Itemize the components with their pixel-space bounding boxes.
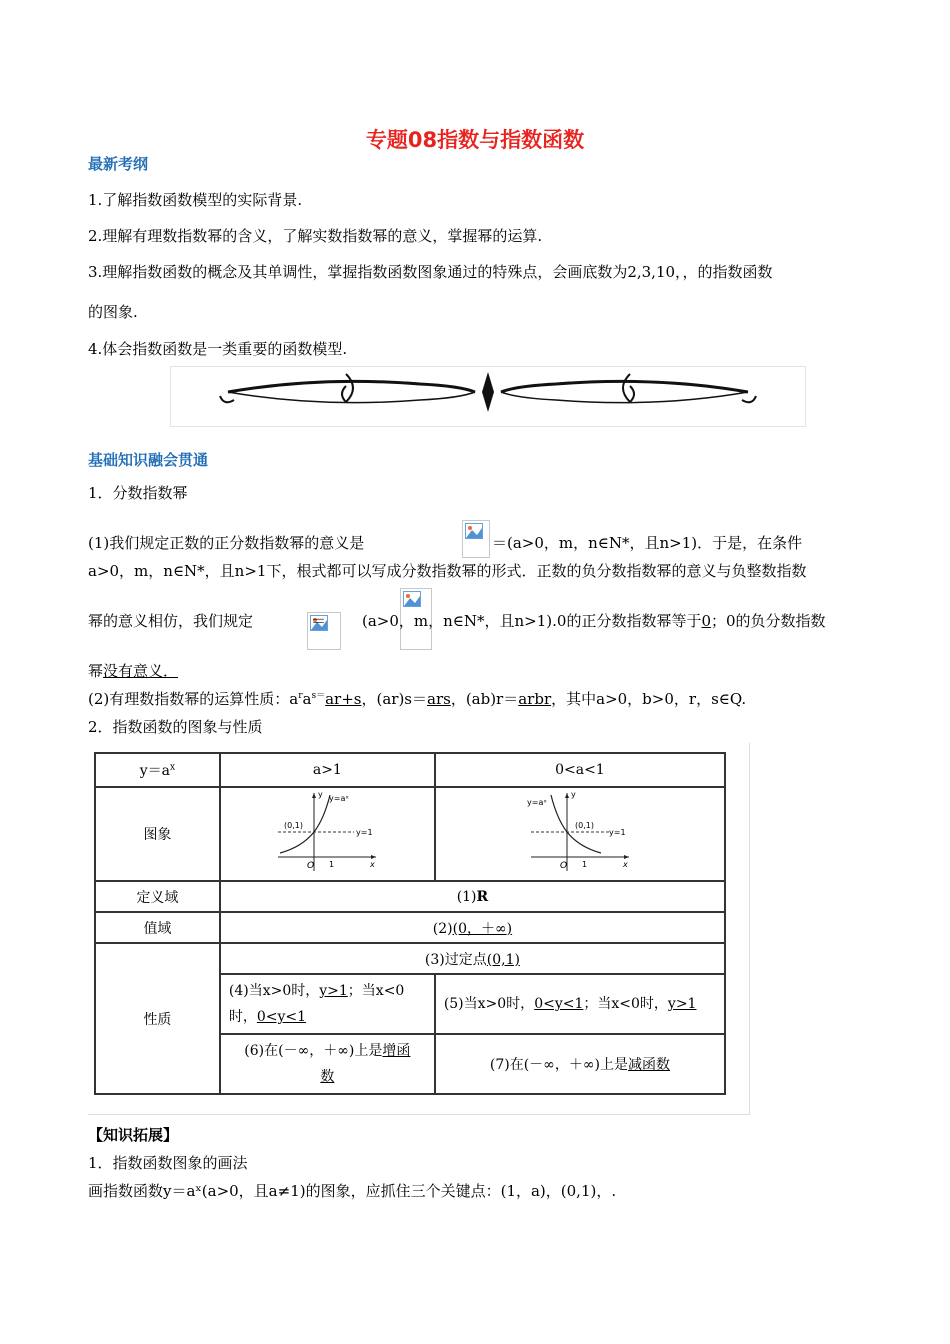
exp-function-table (94, 752, 726, 1095)
table-row-graph-label: 图象 (95, 787, 220, 881)
graph-left-y-label: y (318, 790, 324, 799)
range-value-cell (220, 912, 725, 943)
graph-left-point-label: (0,1) (284, 821, 304, 830)
graph-right-origin: O (559, 861, 567, 871)
graph-left-x-label: x (370, 860, 376, 869)
outline-item-3-cont: 的图象. (88, 303, 138, 321)
table-row-domain-label: 定义域 (95, 881, 220, 912)
graph-left-line-label: y=1 (356, 828, 373, 837)
prop3-point: (0,1) (486, 951, 520, 968)
prop3-text: (3)过定点 (424, 951, 487, 968)
para2-prefix: (2)有理数指数幂的运算性质：a (88, 690, 299, 708)
graph-right-y-label: y (570, 790, 576, 799)
para2-mid2: ，(ab)r＝ (450, 690, 519, 708)
table-row-range-label: 值域 (95, 912, 220, 943)
domain-value: R (476, 888, 489, 905)
prop4-cell (220, 974, 435, 1034)
graph-left-curve-label: y=aˣ (329, 794, 350, 803)
rule-power-answer: ars (427, 690, 451, 708)
graph-left-one: 1 (329, 860, 335, 869)
para2-eq: s＝ (311, 691, 326, 701)
para2-a: a (302, 690, 312, 708)
graph-left-origin: O (307, 861, 315, 871)
prop5-text-b: ；当x<0时， (583, 996, 668, 1012)
extension-heading: 【知识拓展】 (88, 1126, 179, 1144)
range-value: (0，＋∞) (452, 920, 513, 937)
graph-right-one: 1 (581, 860, 587, 869)
para1-line3 (362, 610, 826, 631)
range-prefix: (2) (432, 920, 453, 937)
negative-power-answer: 没有意义． (103, 662, 179, 680)
extension-sub1: 1．指数函数图象的画法 (88, 1154, 248, 1172)
graph-decreasing-cell (435, 787, 725, 881)
prop4-answer-2: 0<y<1 (256, 1009, 307, 1025)
para2-mid1: ，(ar)s＝ (361, 690, 427, 708)
graph-right-point-label: (0,1) (574, 821, 594, 830)
para1-text-g: ；0的负分数指数 (711, 612, 826, 630)
graph-right-curve-label: y=aˣ (526, 798, 547, 807)
prop6-text: (6)在(－∞，＋∞)上是 (244, 1043, 383, 1059)
prop5-cell (435, 974, 725, 1034)
prop4-text-b: ；当x<0 (347, 983, 405, 999)
para2-sup: r (298, 691, 303, 701)
prop5-answer-1: 0<y<1 (534, 996, 584, 1012)
table-header-function (95, 753, 220, 787)
outline-item-3: 3.理解指数函数的概念及其单调性，掌握指数函数图象通过的特殊点，会画底数为2,3,10，，的指数函数 (88, 263, 773, 281)
table-header-a-lt-1: 0<a<1 (435, 753, 725, 787)
prop7-answer: 减函数 (627, 1057, 670, 1073)
outline-item-4: 4.体会指数函数是一类重要的函数模型. (88, 340, 348, 358)
para1-line1 (88, 532, 364, 553)
graph-decreasing (525, 789, 635, 875)
para2-tail: ，其中a>0，b>0，r，s∈Q. (551, 690, 747, 708)
para1-text-b: ＝(a>0，m，n∈N*，且n>1)．于是，在条件 (492, 534, 803, 552)
para1-text-h: 幂 (88, 662, 104, 680)
prop5-answer-2: y>1 (667, 996, 697, 1012)
domain-prefix: (1) (456, 888, 477, 905)
outline-item-2: 2.理解有理数指数幂的含义，了解实数指数幂的意义，掌握幂的运算. (88, 227, 543, 245)
para1-text-f: (a>0，m，n∈N*，且n>1).0的正分数指数幂等于 (362, 612, 702, 630)
prop6-cell (220, 1034, 435, 1094)
subsection-exp-function: 2．指数函数的图象与性质 (88, 718, 263, 736)
domain-value-cell (220, 881, 725, 912)
outline-item-1: 1.了解指数函数模型的实际背景. (88, 191, 303, 209)
para2-line (88, 688, 746, 709)
graph-increasing (272, 789, 382, 875)
table-header-a-gt-1: a>1 (220, 753, 435, 787)
prop4-text-c: 时， (228, 1009, 257, 1025)
para1-text-d: 幂的意义相仿，我们规定 (88, 612, 254, 630)
basics-heading: 基础知识融会贯通 (88, 451, 209, 469)
header-func-sup: x (170, 762, 176, 773)
graph-right-line-label: y=1 (608, 828, 626, 837)
graph-increasing-cell (220, 787, 435, 881)
prop4-answer-1: y>1 (319, 983, 348, 999)
rule-product-base-answer: arbr (518, 690, 552, 708)
ornament-divider-icon (170, 366, 806, 428)
prop3-cell (220, 943, 725, 974)
para1-text-e: ＝ (311, 612, 327, 630)
header-func-text: y＝a (139, 763, 171, 779)
prop4-text-a: (4)当x>0时， (228, 983, 320, 999)
para1-text-a: (1)我们规定正数的正分数指数幂的意义是 (88, 534, 365, 552)
rule-product-answer: ar+s (325, 690, 362, 708)
zero-power-answer: 0 (701, 612, 712, 630)
prop5-text-a: (5)当x>0时， (443, 996, 535, 1012)
prop7-text: (7)在(－∞，＋∞)上是 (489, 1057, 628, 1073)
prop6-answer-2: 数 (320, 1069, 335, 1085)
para1-line2: a>0，m，n∈N*，且n>1下，根式都可以写成分数指数幂的形式．正数的负分数指数幂的意义与负整数指数 (88, 562, 807, 580)
subsection-fractional-powers: 1．分数指数幂 (88, 484, 188, 502)
formula-image-icon (462, 520, 490, 558)
extension-line1: 画指数函数y＝aˣ(a>0，且a≠1)的图象，应抓住三个关键点：(1，a)，(0,1)，. (88, 1182, 617, 1200)
outline-heading: 最新考纲 (88, 155, 149, 173)
para1-line4 (88, 660, 178, 681)
table-row-props-label: 性质 (95, 943, 220, 1094)
prop7-cell (435, 1034, 725, 1094)
prop6-answer-1: 增函 (382, 1043, 411, 1059)
page-title: 专题08指数与指数函数 (365, 128, 585, 152)
graph-right-x-label: x (622, 860, 628, 869)
